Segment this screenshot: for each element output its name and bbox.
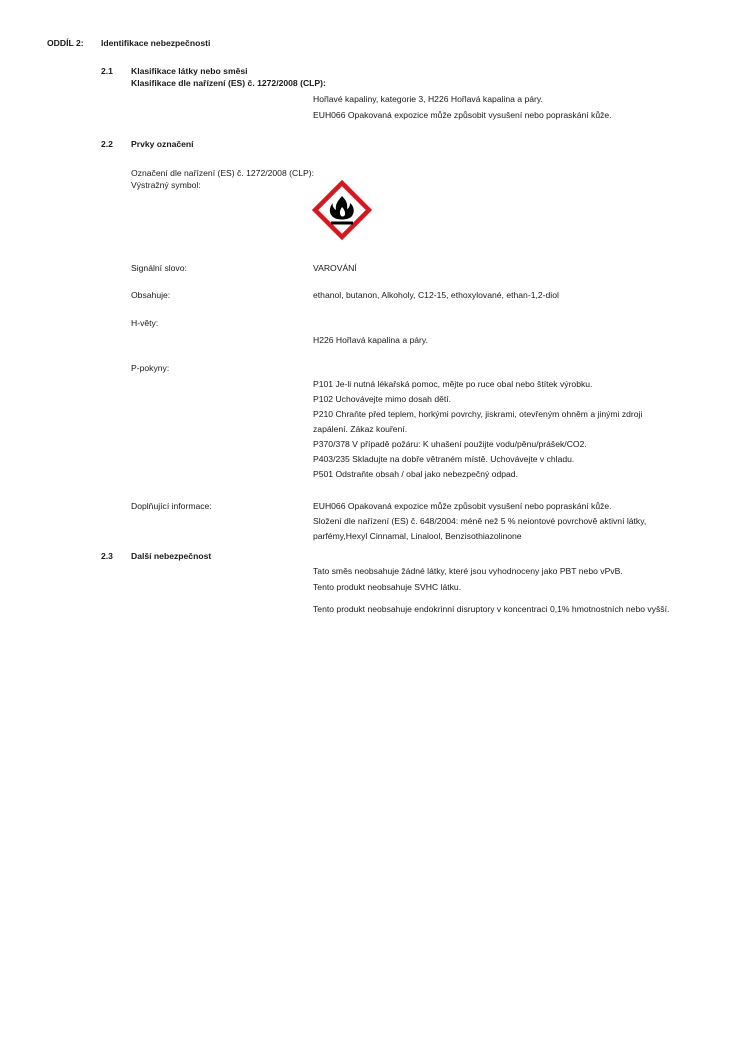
p-statement: P210 Chraňte před teplem, horkými povrchy, jiskrami, otevřeným ohněm a jinými zdroji bbox=[313, 409, 643, 419]
p-statement: P102 Uchovávejte mimo dosah dětí. bbox=[313, 394, 452, 404]
subsection-title-2-1: Klasifikace látky nebo směsi bbox=[131, 66, 248, 76]
classification-line: EUH066 Opakovaná expozice může způsobit vysušení nebo popraskání kůže. bbox=[313, 110, 612, 120]
other-hazard-line: Tento produkt neobsahuje SVHC látku. bbox=[313, 582, 462, 592]
labelling-regulation: Označení dle nařízení (ES) č. 1272/2008 (CLP): bbox=[131, 168, 314, 178]
contains-label: Obsahuje: bbox=[131, 290, 171, 300]
subsection-number-2-3: 2.3 bbox=[101, 551, 113, 561]
signal-word-value: VAROVÁNÍ bbox=[313, 263, 357, 273]
p-statement: zapálení. Zákaz kouření. bbox=[313, 424, 408, 434]
h-statement: H226 Hořlavá kapalina a páry. bbox=[313, 335, 428, 345]
p-statements-label: P-pokyny: bbox=[131, 363, 170, 373]
additional-info-line: Složení dle nařízení (ES) č. 648/2004: méně než 5 % neiontové povrchově aktivní látky, bbox=[313, 516, 647, 526]
subsection-title-2-3: Další nebezpečnost bbox=[131, 551, 212, 561]
h-statements-label: H-věty: bbox=[131, 318, 159, 328]
other-hazard-line: Tento produkt neobsahuje endokrinní disruptory v koncentraci 0,1% hmotnostních nebo vyšší. bbox=[313, 604, 670, 614]
other-hazard-line: Tato směs neobsahuje žádné látky, které jsou vyhodnoceny jako PBT nebo vPvB. bbox=[313, 566, 623, 576]
p-statement: P501 Odstraňte obsah / obal jako nebezpečný odpad. bbox=[313, 469, 518, 479]
contains-value: ethanol, butanon, Alkoholy, C12-15, ethoxylované, ethan-1,2-diol bbox=[313, 290, 559, 300]
section-title: Identifikace nebezpečnosti bbox=[101, 38, 211, 48]
p-statement: P370/378 V případě požáru: K uhašení použijte vodu/pěnu/prášek/CO2. bbox=[313, 439, 587, 449]
subsection-number-2-2: 2.2 bbox=[101, 139, 113, 149]
signal-word-label: Signální slovo: bbox=[131, 263, 187, 273]
section-label: ODDÍL 2: bbox=[47, 38, 84, 48]
additional-info-line: EUH066 Opakovaná expozice může způsobit vysušení nebo popraskání kůže. bbox=[313, 501, 612, 511]
additional-info-label: Doplňující informace: bbox=[131, 501, 212, 511]
clp-classification-heading: Klasifikace dle nařízení (ES) č. 1272/2008 (CLP): bbox=[131, 78, 326, 88]
subsection-title-2-2: Prvky označení bbox=[131, 139, 194, 149]
flame-pictogram-icon bbox=[312, 180, 372, 240]
classification-line: Hořlavé kapaliny, kategorie 3, H226 Hořlavá kapalina a páry. bbox=[313, 94, 543, 104]
p-statement: P403/235 Skladujte na dobře větraném místě. Uchovávejte v chladu. bbox=[313, 454, 575, 464]
p-statement: P101 Je-li nutná lékařská pomoc, mějte po ruce obal nebo štítek výrobku. bbox=[313, 379, 593, 389]
additional-info-line: parfémy,Hexyl Cinnamal, Linalool, Benzisothiazolinone bbox=[313, 531, 522, 541]
subsection-number-2-1: 2.1 bbox=[101, 66, 113, 76]
hazard-symbol-label: Výstražný symbol: bbox=[131, 180, 201, 190]
